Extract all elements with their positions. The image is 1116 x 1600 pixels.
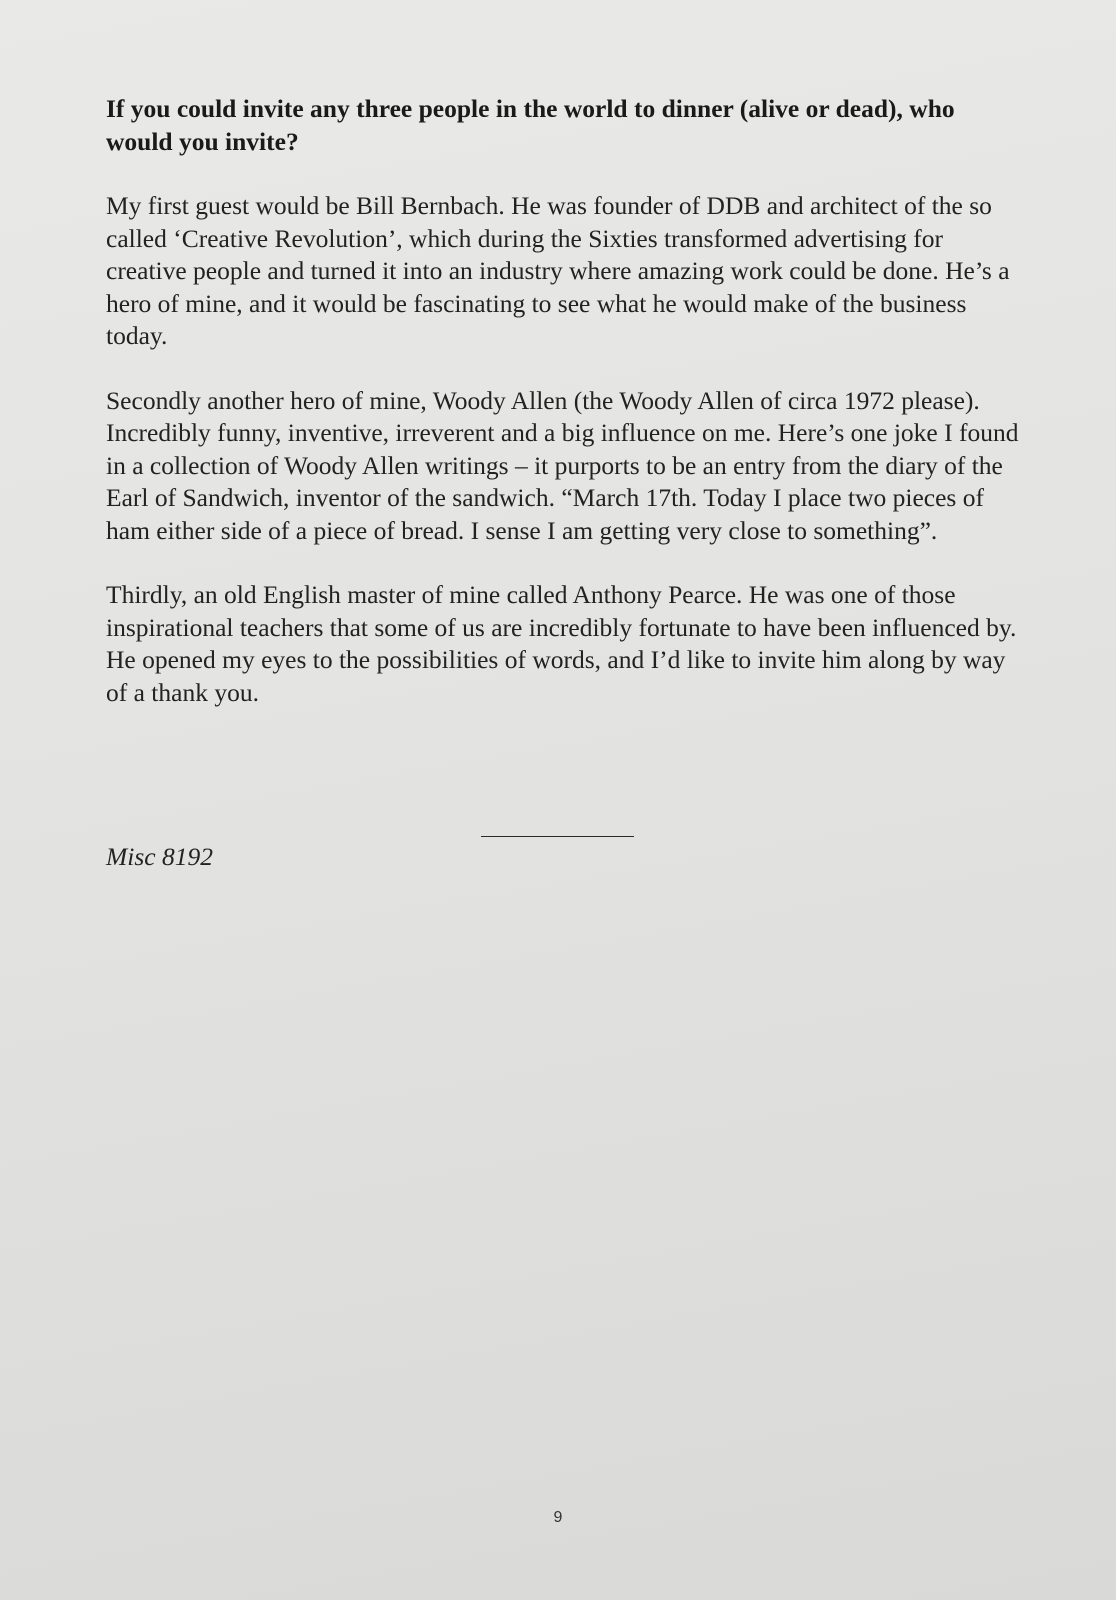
page-number: 9 bbox=[553, 1509, 563, 1526]
paragraph-first-guest: My first guest would be Bill Bernbach. He was founder of DDB and architect of the so called ‘Creative Revolution’, which during the Sixties transformed advertising for creative people and turned it into an industry where amazing work could be done. He’s a hero of mine, and it would be fascinating to see what he would make of the business today. bbox=[106, 191, 1010, 350]
section-divider bbox=[481, 836, 634, 837]
document-body bbox=[106, 93, 1026, 741]
paragraph-second-guest: Secondly another hero of mine, Woody Allen (the Woody Allen of circa 1972 please). Incredibly funny, inventive, irreverent and a big influence on me. Here’s one joke I found in a collection of Woody Allen writings – it purports to be an entry from the diary of the Earl of Sandwich, inventor of the sandwich. “March 17th. Today I place two pieces of ham either side of a piece of bread. I sense I am getting very close to something”. bbox=[106, 385, 1019, 545]
paragraph-third-guest: Thirdly, an old English master of mine called Anthony Pearce. He was one of those inspirational teachers that some of us are incredibly fortunate to have been influenced by. He opened my eyes to the possibilities of words, and I’d like to invite him along by way of a thank you. bbox=[106, 580, 1017, 707]
question-heading: If you could invite any three people in the world to dinner (alive or dead), who would you invite? bbox=[106, 94, 955, 156]
reference-code: Misc 8192 bbox=[106, 842, 213, 871]
